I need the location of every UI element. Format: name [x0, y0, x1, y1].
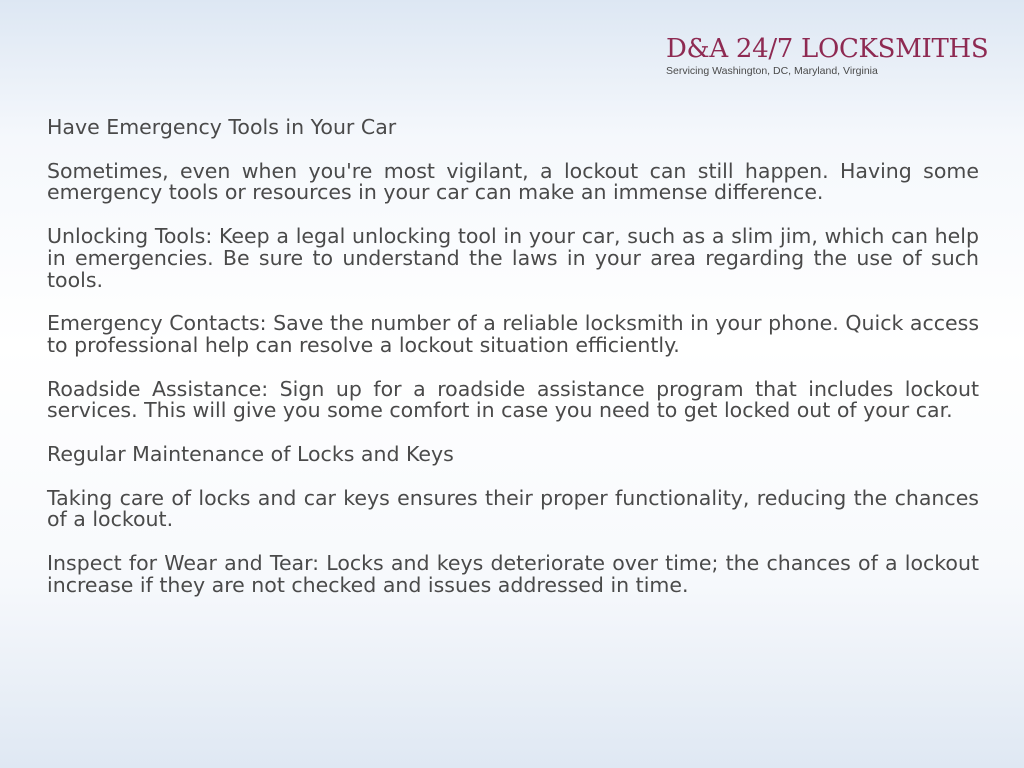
intro-paragraph: Sometimes, even when you're most vigilant, a lockout can still happen. Having some emergency tools or resources in your car can make an immense difference. — [47, 158, 979, 205]
emergency-contacts-paragraph: Emergency Contacts: Save the number of a reliable locksmith in your phone. Quick access to professional help can resolve a lockout situation efficiently. — [47, 311, 979, 357]
wear-and-tear-paragraph: Inspect for Wear and Tear: Locks and keys deteriorate over time; the chances of a lockout increase if they are not checked and issues addressed in time. — [47, 551, 979, 597]
roadside-assistance-paragraph: Roadside Assistance: Sign up for a roadside assistance program that includes lockout services. This will give you some comfort in case you need to get locked out of your car. — [47, 376, 979, 423]
brand-logo — [666, 34, 1006, 77]
section-heading-emergency-tools: Have Emergency Tools in Your Car — [47, 115, 397, 139]
maintenance-paragraph: Taking care of locks and car keys ensures their proper functionality, reducing the chances of a lockout. — [47, 485, 979, 532]
slide-content — [47, 117, 979, 619]
section-heading-maintenance: Regular Maintenance of Locks and Keys — [47, 442, 454, 467]
brand-tagline: Servicing Washington, DC, Maryland, Virginia — [666, 65, 878, 77]
unlocking-tools-paragraph: Unlocking Tools: Keep a legal unlocking tool in your car, such as a slim jim, which can help in emergencies. Be sure to understand the laws in your area regarding the use of such tools. — [47, 224, 979, 292]
brand-name: D&A 24/7 LOCKSMITHS — [666, 34, 989, 64]
